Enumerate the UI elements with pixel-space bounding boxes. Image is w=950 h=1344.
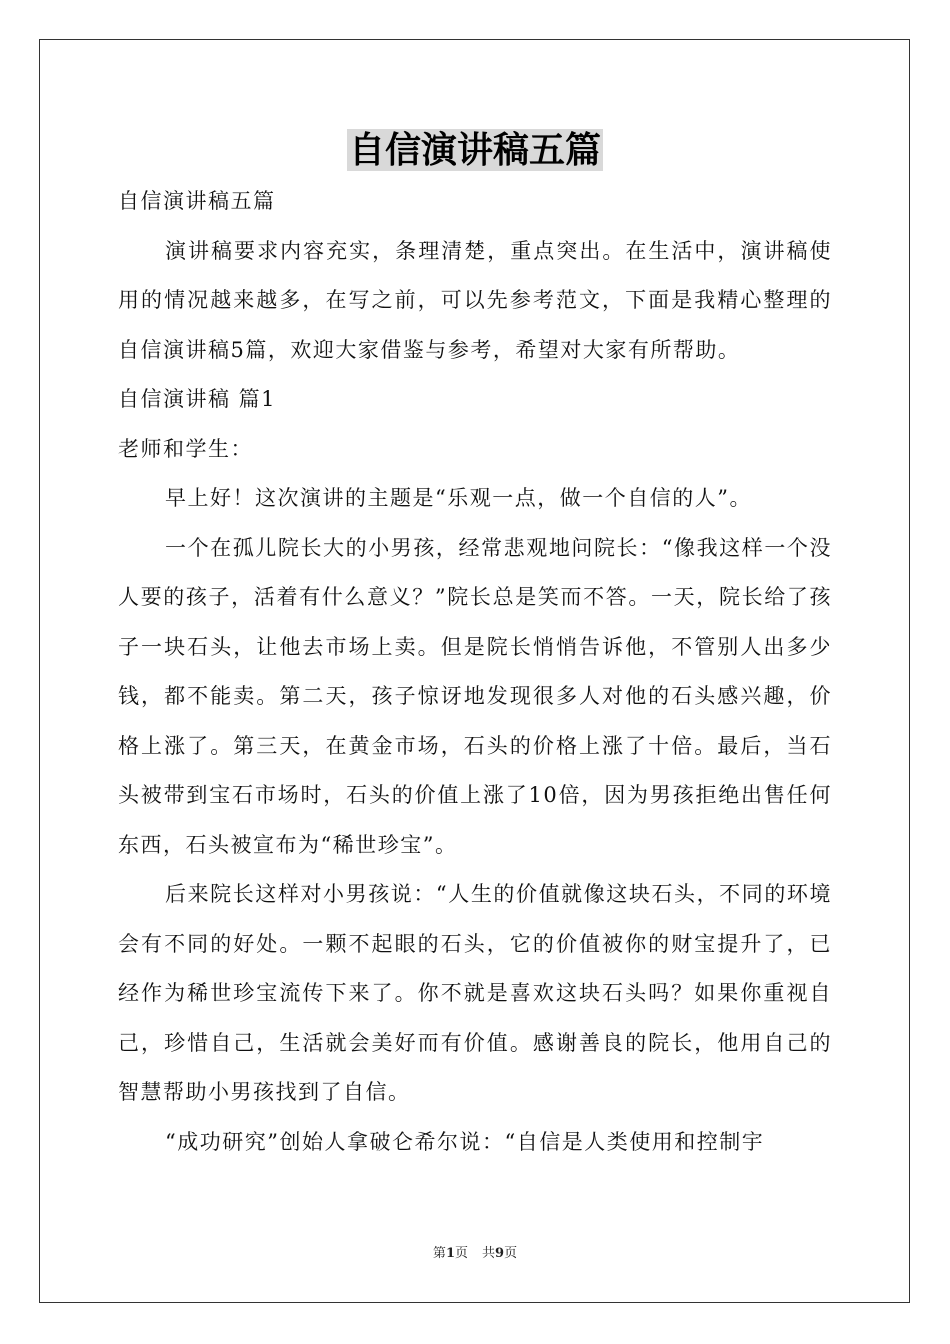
paragraph-story: 一个在孤儿院长大的小男孩，经常悲观地问院长：“像我这样一个没人要的孩子，活着有什么意义？”院长总是笑而不答。一天，院长给了孩子一块石头，让他去市场上卖。但是院长悄悄告诉他，不管别人出多少钱，都不能卖。第二天，孩子惊讶地发现很多人对他的石头感兴趣，价格上涨了。第三天，在黄金市场，石头的价格上涨了十倍。最后，当石头被带到宝石市场时，石头的价值上涨了10倍，因为男孩拒绝出售任何东西，石头被宣布为“稀世珍宝”。: [118, 535, 832, 857]
paragraph-quote: “成功研究”创始人拿破仑希尔说：“自信是人类使用和控制宇: [165, 1129, 765, 1154]
footer-page-prefix: 第: [432, 1246, 446, 1261]
document-title-text: 自信演讲稿五篇: [348, 129, 601, 171]
footer-page-number: 1: [445, 1246, 455, 1261]
footer-total-prefix: 共: [482, 1246, 496, 1261]
footer-total-pages: 9: [495, 1246, 505, 1261]
document-body: [118, 177, 832, 1167]
paragraph-salutation: 老师和学生：: [118, 436, 253, 461]
footer-page-suffix: 页: [454, 1246, 468, 1261]
paragraph-lesson: 后来院长这样对小男孩说：“人生的价值就像这块石头，不同的环境会有不同的好处。一颗不起眼的石头，它的价值被你的财宝提升了，已经作为稀世珍宝流传下来了。你不就是喜欢这块石头吗？如果你重视自己，珍惜自己，生活就会美好而有价值。感谢善良的院长，他用自己的智慧帮助小男孩找到了自信。: [118, 882, 832, 1104]
section-heading: 自信演讲稿 篇1: [118, 387, 277, 411]
paragraph-intro: 演讲稿要求内容充实，条理清楚，重点突出。在生活中，演讲稿使用的情况越来越多，在写之前，可以先参考范文，下面是我精心整理的自信演讲稿5篇，欢迎大家借鉴与参考，希望对大家有所帮助。: [118, 238, 832, 362]
paragraph-subtitle: 自信演讲稿五篇: [118, 189, 276, 213]
paragraph-greeting: 早上好！这次演讲的主题是“乐观一点，做一个自信的人”。: [165, 486, 752, 510]
page-footer: [0, 1244, 950, 1264]
footer-total-suffix: 页: [504, 1246, 518, 1261]
document-title: [0, 126, 950, 174]
